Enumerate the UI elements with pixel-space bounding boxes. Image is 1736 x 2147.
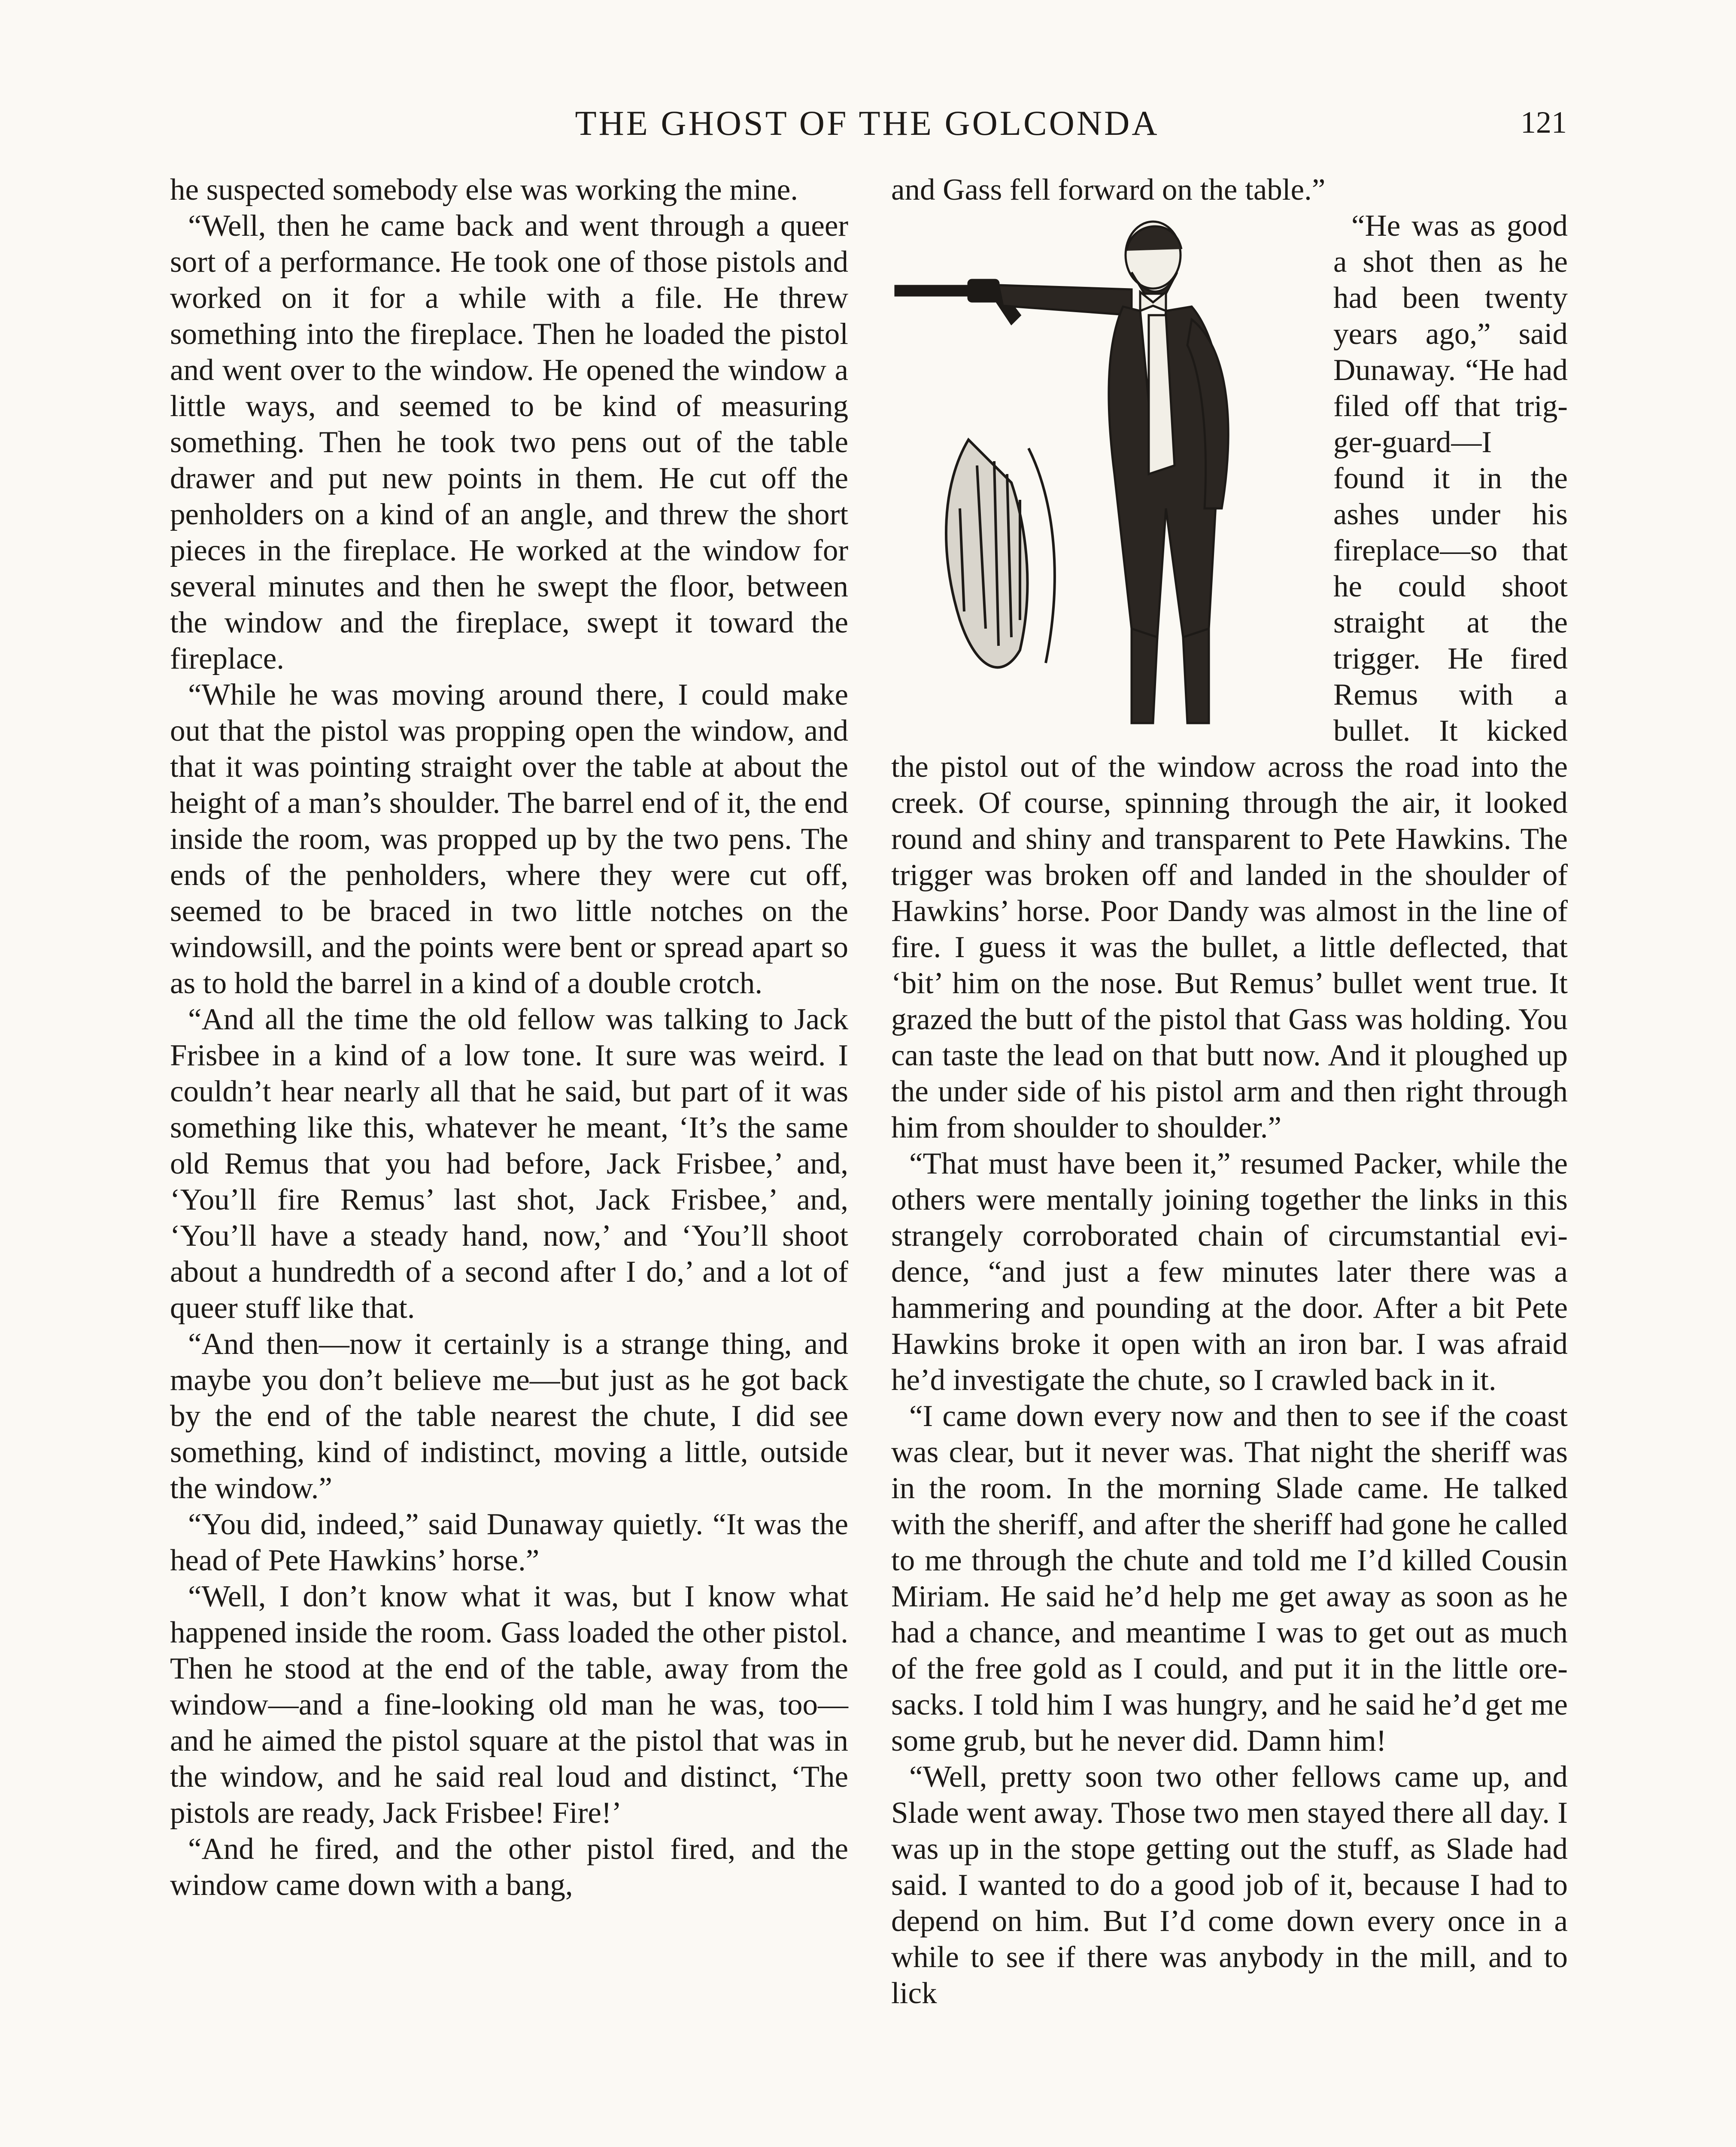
paragraph: he suspected somebody else was working the mine. <box>170 173 798 207</box>
paragraph: “Well, I don’t know what it was, but I know what happened inside the room. Gass loaded the other pistol. Then he stood at the end of the table, away from the window—and a fine-looking old man he was, too—and he aimed the pistol square at the pistol that was in the window, and he said real loud and distinct, ‘The pistols are ready, Jack Frisbee! Fire!’ <box>170 1580 848 1830</box>
paragraph: and Gass fell forward on the table.” <box>891 173 1326 207</box>
paragraph: “While he was moving around there, I could make out that the pistol was propping open the window, and that it was pointing straight over the table at about the height of a man’s shoulder. The barrel end of it, the end inside the room, was propped up by the two pens. The ends of the penholders, where they were cut off, seemed to be braced in two little notches on the windowsill, and the points were bent or spread apart so as to hold the barrel in a kind of a double crotch. <box>170 678 848 1000</box>
paragraph: “He was as good a shot then as he had been twenty years ago,” said Dunaway. “He had filed off that trigger-guard—I found it in the ashes under his fireplace—so that he could shoot straight at the trigger. He fired Remus with a bullet. It kicked the pistol out of the window across the road into the creek. Of course, spinning through the air, it looked round and shiny and transparent to Pete Hawkins. The trigger was broken off and landed in the shoulder of Hawkins’ horse. Poor Dandy was almost in the line of fire. I guess it was the bullet, a little deflected, that ‘bit’ him on the nose. But Remus’ bullet went true. It grazed the butt of the pistol that Gass was holding. You can taste the lead on that butt now. And it ploughed up the under side of his pistol arm and then right through him from shoulder to shoulder.” <box>891 209 1568 1144</box>
page-number: 121 <box>1521 105 1567 140</box>
paragraph: “Well, then he came back and went through a queer sort of a performance. He took one of those pistols and worked on it for a while with a file. He threw something into the fireplace. Then he loaded the pistol and went over to the window. He opened the window a little ways, and seemed to be kind of measuring something. Then he took two pens out of the table drawer and put new points in them. He cut off the penholders on a kind of an angle, and threw the short pieces in the fireplace. He worked at the window for several minutes and then he swept the floor, between the window and the fireplace, swept it toward the fireplace. <box>170 209 848 675</box>
left-column <box>170 172 848 1903</box>
paragraph: “You did, indeed,” said Dunaway quietly. “It was the head of Pete Hawkins’ horse.” <box>170 1508 848 1577</box>
paragraph: “And all the time the old fellow was talking to Jack Frisbee in a kind of a low tone. It sure was weird. I couldn’t hear nearly all that he said, but part of it was something like this, whatever he meant, ‘It’s the same old Remus that you had before, Jack Frisbee,’ and, ‘You’ll fire Remus’ last shot, Jack Frisbee,’ and, ‘You’ll have a steady hand, now,’ and ‘You’ll shoot about a hundredth of a second after I do,’ and a lot of queer stuff like that. <box>170 1003 848 1325</box>
page-header <box>167 103 1567 155</box>
right-column <box>891 172 1568 2011</box>
paragraph: “That must have been it,” resumed Packer, while the others were mentally joining together the links in this strangely corroborated chain of circumstantial evidence, “and just a few minutes later there was a hammering and pounding at the door. After a bit Pete Hawkins broke it open with an iron bar. I was afraid he’d investigate the chute, so I crawled back in it. <box>891 1147 1568 1397</box>
running-title: THE GHOST OF THE GOLCONDA <box>575 103 1159 143</box>
paragraph: “I came down every now and then to see if the coast was clear, but it never was. That night the sheriff was in the room. In the morning Slade came. He talked with the sheriff, and after the sheriff had gone he called to me through the chute and told me I’d killed Cousin Miriam. He said he’d help me get away as soon as he had a chance, and meantime I was to get out as much of the free gold as I could, and put it in the little ore-sacks. I told him I was hungry, and he said he’d get me some grub, but he never did. Damn him! <box>891 1399 1568 1758</box>
paragraph: “And then—now it certainly is a strange thing, and maybe you don’t believe me—but just as he got back by the end of the table nearest the chute, I did see something, kind of indistinct, moving a little, outside the window.” <box>170 1327 848 1505</box>
paragraph: “And he fired, and the other pistol fired, and the window came down with a bang, <box>170 1832 848 1902</box>
paragraph: “Well, pretty soon two other fellows came up, and Slade went away. Those two men stayed there all day. I was up in the stope getting out the stuff, as Slade had said. I wanted to do a good job of it, because I had to depend on him. But I’d come down every once in a while to see if there was anybody in the mill, and to lick <box>891 1760 1568 2010</box>
man-aiming-pistol-illustration <box>891 208 1320 740</box>
